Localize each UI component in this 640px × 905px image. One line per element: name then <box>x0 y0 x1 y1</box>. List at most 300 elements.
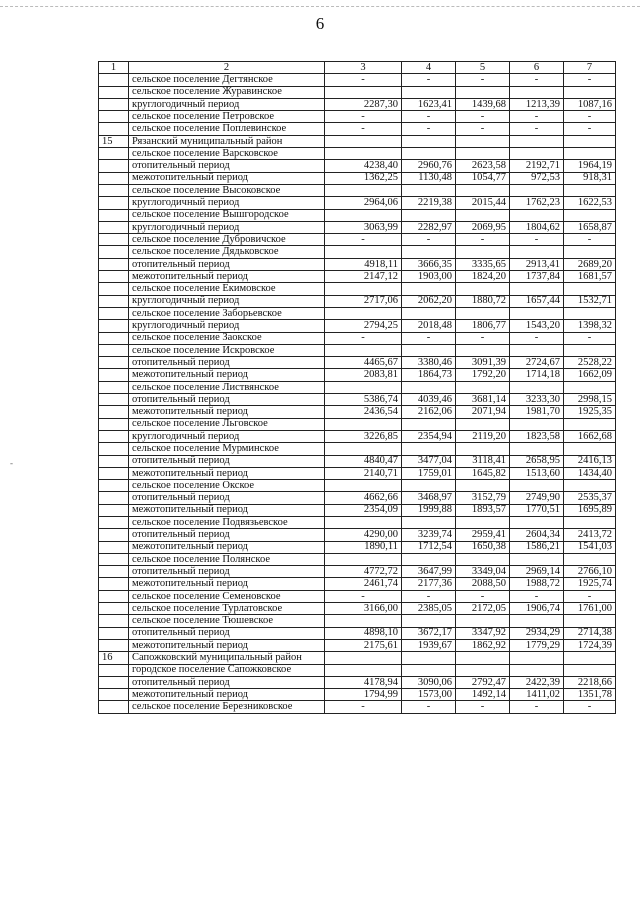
row-number-cell <box>99 615 129 627</box>
value-cell: - <box>564 701 616 713</box>
row-number-cell <box>99 689 129 701</box>
value-cell: 1492,14 <box>456 689 510 701</box>
value-cell: 1824,20 <box>456 271 510 283</box>
value-cell: - <box>564 123 616 135</box>
value-cell <box>564 209 616 221</box>
value-cell: 1130,48 <box>402 172 456 184</box>
value-cell <box>402 246 456 258</box>
value-cell: 3091,39 <box>456 357 510 369</box>
table-row <box>99 271 616 283</box>
table-row <box>99 541 616 553</box>
table-row <box>99 209 616 221</box>
value-cell <box>564 86 616 98</box>
row-number-cell <box>99 197 129 209</box>
value-cell <box>564 480 616 492</box>
value-cell: - <box>510 111 564 123</box>
row-number-cell <box>99 74 129 86</box>
value-cell: 1622,53 <box>564 197 616 209</box>
value-cell <box>325 652 402 664</box>
value-cell: 2282,97 <box>402 221 456 233</box>
table-row <box>99 197 616 209</box>
value-cell: - <box>402 590 456 602</box>
table-row <box>99 344 616 356</box>
table-row <box>99 701 616 713</box>
value-cell: 2354,09 <box>325 504 402 516</box>
table-row <box>99 455 616 467</box>
row-name-cell: сельское поселение Окское <box>129 480 325 492</box>
table-row <box>99 135 616 147</box>
value-cell: 3152,79 <box>456 492 510 504</box>
value-cell <box>456 148 510 160</box>
row-name-cell: круглогодичный период <box>129 197 325 209</box>
value-cell <box>456 344 510 356</box>
value-cell: 2934,29 <box>510 627 564 639</box>
value-cell <box>456 418 510 430</box>
row-name-cell: круглогодичный период <box>129 295 325 307</box>
value-cell: 2219,38 <box>402 197 456 209</box>
row-number-cell <box>99 209 129 221</box>
value-cell: 2218,66 <box>564 676 616 688</box>
value-cell: - <box>564 111 616 123</box>
row-name-cell: сельское поселение Екимовское <box>129 283 325 295</box>
value-cell: 2658,95 <box>510 455 564 467</box>
value-cell <box>564 344 616 356</box>
value-cell <box>325 516 402 528</box>
value-cell: 2140,71 <box>325 467 402 479</box>
value-cell: 1532,71 <box>564 295 616 307</box>
table-row <box>99 98 616 110</box>
value-cell <box>325 307 402 319</box>
value-cell <box>510 246 564 258</box>
row-name-cell: отопительный период <box>129 455 325 467</box>
table-row <box>99 578 616 590</box>
row-name-cell: отопительный период <box>129 394 325 406</box>
table-row <box>99 516 616 528</box>
row-name-cell: отопительный период <box>129 258 325 270</box>
row-name-cell: Сапожковский муниципальный район <box>129 652 325 664</box>
value-cell: 4772,72 <box>325 566 402 578</box>
value-cell <box>510 615 564 627</box>
row-name-cell: отопительный период <box>129 492 325 504</box>
value-cell: 2175,61 <box>325 639 402 651</box>
table-row <box>99 246 616 258</box>
row-name-cell: сельское поселение Льговское <box>129 418 325 430</box>
value-cell: - <box>456 590 510 602</box>
value-cell: 2119,20 <box>456 430 510 442</box>
row-number-cell <box>99 86 129 98</box>
value-cell: - <box>510 123 564 135</box>
value-cell: - <box>564 332 616 344</box>
value-cell <box>564 615 616 627</box>
value-cell: 2416,13 <box>564 455 616 467</box>
value-cell <box>564 135 616 147</box>
row-number-cell <box>99 111 129 123</box>
table-row <box>99 172 616 184</box>
value-cell: 1650,38 <box>456 541 510 553</box>
row-name-cell: сельское поселение Полянское <box>129 553 325 565</box>
row-number-cell <box>99 221 129 233</box>
value-cell: 3349,04 <box>456 566 510 578</box>
value-cell: 2015,44 <box>456 197 510 209</box>
value-cell: 2964,06 <box>325 197 402 209</box>
value-cell: 3672,17 <box>402 627 456 639</box>
value-cell: 2724,67 <box>510 357 564 369</box>
table-row <box>99 307 616 319</box>
value-cell: - <box>456 123 510 135</box>
value-cell <box>456 480 510 492</box>
value-cell <box>510 480 564 492</box>
header-cell: 1 <box>99 62 129 74</box>
row-name-cell: сельское поселение Журавинское <box>129 86 325 98</box>
header-cell: 6 <box>510 62 564 74</box>
table-row <box>99 676 616 688</box>
row-number-cell <box>99 332 129 344</box>
value-cell <box>402 344 456 356</box>
table-row <box>99 148 616 160</box>
value-cell: 2413,72 <box>564 529 616 541</box>
row-number-cell <box>99 283 129 295</box>
value-cell <box>325 148 402 160</box>
value-cell: 2018,48 <box>402 320 456 332</box>
value-cell: 1411,02 <box>510 689 564 701</box>
value-cell: - <box>402 234 456 246</box>
row-name-cell: круглогодичный период <box>129 320 325 332</box>
value-cell: 3063,99 <box>325 221 402 233</box>
row-name-cell: круглогодичный период <box>129 430 325 442</box>
value-cell: 1779,29 <box>510 639 564 651</box>
value-cell <box>456 209 510 221</box>
value-cell <box>325 135 402 147</box>
value-cell: 2436,54 <box>325 406 402 418</box>
value-cell: 1964,19 <box>564 160 616 172</box>
row-name-cell: сельское поселение Поплевинское <box>129 123 325 135</box>
value-cell <box>564 246 616 258</box>
table-row <box>99 590 616 602</box>
value-cell: - <box>325 111 402 123</box>
value-cell <box>510 209 564 221</box>
value-cell: 1893,57 <box>456 504 510 516</box>
value-cell: 2147,12 <box>325 271 402 283</box>
table-row <box>99 160 616 172</box>
value-cell: 1623,41 <box>402 98 456 110</box>
value-cell: 3226,85 <box>325 430 402 442</box>
value-cell: - <box>325 74 402 86</box>
value-cell: 2177,36 <box>402 578 456 590</box>
table-row <box>99 283 616 295</box>
value-cell: - <box>510 332 564 344</box>
row-number-cell <box>99 529 129 541</box>
table-row <box>99 111 616 123</box>
value-cell <box>510 135 564 147</box>
value-cell: 3468,97 <box>402 492 456 504</box>
value-cell: 3239,74 <box>402 529 456 541</box>
value-cell <box>510 418 564 430</box>
margin-mark: - <box>10 458 13 468</box>
value-cell <box>456 135 510 147</box>
row-number-cell <box>99 172 129 184</box>
value-cell <box>564 283 616 295</box>
value-cell: 1087,16 <box>564 98 616 110</box>
header-cell: 4 <box>402 62 456 74</box>
table-row <box>99 258 616 270</box>
row-name-cell: межотопительный период <box>129 541 325 553</box>
value-cell <box>564 307 616 319</box>
row-name-cell: межотопительный период <box>129 369 325 381</box>
value-cell <box>510 307 564 319</box>
table-row <box>99 639 616 651</box>
value-cell: 1695,89 <box>564 504 616 516</box>
value-cell: 4918,11 <box>325 258 402 270</box>
row-number-cell <box>99 430 129 442</box>
row-name-cell: отопительный период <box>129 160 325 172</box>
value-cell: 1645,82 <box>456 467 510 479</box>
row-number-cell <box>99 443 129 455</box>
value-cell: 2794,25 <box>325 320 402 332</box>
value-cell: 4238,40 <box>325 160 402 172</box>
row-name-cell: сельское поселение Семеновское <box>129 590 325 602</box>
row-name-cell: сельское поселение Тюшевское <box>129 615 325 627</box>
value-cell: 4465,67 <box>325 357 402 369</box>
value-cell <box>325 480 402 492</box>
header-cell: 7 <box>564 62 616 74</box>
table-row <box>99 418 616 430</box>
value-cell <box>456 516 510 528</box>
value-cell: 3166,00 <box>325 603 402 615</box>
value-cell: 1939,67 <box>402 639 456 651</box>
value-cell: 1794,99 <box>325 689 402 701</box>
value-cell: - <box>325 123 402 135</box>
table-row <box>99 664 616 676</box>
value-cell <box>402 418 456 430</box>
value-cell: 2069,95 <box>456 221 510 233</box>
value-cell: 2998,15 <box>564 394 616 406</box>
row-number-cell <box>99 553 129 565</box>
row-name-cell: сельское поселение Вышгородское <box>129 209 325 221</box>
value-cell <box>402 615 456 627</box>
value-cell <box>402 652 456 664</box>
value-cell: - <box>456 74 510 86</box>
value-cell <box>325 184 402 196</box>
value-cell: - <box>456 701 510 713</box>
value-cell: 1662,09 <box>564 369 616 381</box>
value-cell: 1804,62 <box>510 221 564 233</box>
row-number-cell <box>99 344 129 356</box>
value-cell: 2969,14 <box>510 566 564 578</box>
value-cell <box>402 443 456 455</box>
value-cell: 1662,68 <box>564 430 616 442</box>
value-cell: 2192,71 <box>510 160 564 172</box>
value-cell: 3380,46 <box>402 357 456 369</box>
value-cell: 1770,51 <box>510 504 564 516</box>
value-cell: 2717,06 <box>325 295 402 307</box>
value-cell: - <box>325 590 402 602</box>
row-number-cell <box>99 492 129 504</box>
row-name-cell: сельское поселение Варсковское <box>129 148 325 160</box>
table-row <box>99 652 616 664</box>
value-cell: 2461,74 <box>325 578 402 590</box>
row-name-cell: сельское поселение Искровское <box>129 344 325 356</box>
value-cell <box>510 184 564 196</box>
row-name-cell: сельское поселение Турлатовское <box>129 603 325 615</box>
table-row <box>99 603 616 615</box>
table-row <box>99 443 616 455</box>
value-cell: 1351,78 <box>564 689 616 701</box>
table-row <box>99 394 616 406</box>
value-cell <box>510 516 564 528</box>
value-cell: 1658,87 <box>564 221 616 233</box>
table-row <box>99 234 616 246</box>
value-cell <box>402 307 456 319</box>
row-name-cell: сельское поселение Дубровичское <box>129 234 325 246</box>
value-cell: 2162,06 <box>402 406 456 418</box>
row-name-cell: отопительный период <box>129 627 325 639</box>
header-cell: 2 <box>129 62 325 74</box>
value-cell <box>456 283 510 295</box>
row-name-cell: сельское поселение Высоковское <box>129 184 325 196</box>
row-name-cell: отопительный период <box>129 566 325 578</box>
value-cell: 4840,47 <box>325 455 402 467</box>
page-number: 6 <box>315 14 325 33</box>
row-number-cell <box>99 541 129 553</box>
value-cell: 2071,94 <box>456 406 510 418</box>
row-name-cell: сельское поселение Петровское <box>129 111 325 123</box>
value-cell: 1761,00 <box>564 603 616 615</box>
value-cell: - <box>402 701 456 713</box>
row-number-cell <box>99 578 129 590</box>
value-cell <box>564 652 616 664</box>
value-cell <box>325 86 402 98</box>
value-cell <box>402 381 456 393</box>
value-cell: 3335,65 <box>456 258 510 270</box>
value-cell: 2792,47 <box>456 676 510 688</box>
value-cell <box>402 480 456 492</box>
value-cell <box>456 307 510 319</box>
value-cell <box>402 148 456 160</box>
row-name-cell: отопительный период <box>129 357 325 369</box>
value-cell: 4178,94 <box>325 676 402 688</box>
row-number-cell: 15 <box>99 135 129 147</box>
header-cell: 5 <box>456 62 510 74</box>
value-cell: 1862,92 <box>456 639 510 651</box>
value-cell: 2083,81 <box>325 369 402 381</box>
row-number-cell <box>99 603 129 615</box>
row-name-cell: межотопительный период <box>129 467 325 479</box>
row-number-cell <box>99 406 129 418</box>
row-name-cell: межотопительный период <box>129 406 325 418</box>
value-cell: - <box>325 234 402 246</box>
value-cell: 3477,04 <box>402 455 456 467</box>
value-cell <box>325 553 402 565</box>
row-number-cell <box>99 455 129 467</box>
value-cell: 4898,10 <box>325 627 402 639</box>
table-row <box>99 553 616 565</box>
value-cell <box>564 148 616 160</box>
value-cell: 2088,50 <box>456 578 510 590</box>
row-name-cell: круглогодичный период <box>129 98 325 110</box>
value-cell <box>510 283 564 295</box>
value-cell: 1712,54 <box>402 541 456 553</box>
value-cell <box>325 344 402 356</box>
value-cell <box>564 418 616 430</box>
value-cell: 1714,18 <box>510 369 564 381</box>
value-cell <box>564 381 616 393</box>
value-cell: 1981,70 <box>510 406 564 418</box>
value-cell <box>456 381 510 393</box>
value-cell: 1737,84 <box>510 271 564 283</box>
value-cell <box>564 516 616 528</box>
value-cell <box>564 664 616 676</box>
row-name-cell: межотопительный период <box>129 271 325 283</box>
row-name-cell: межотопительный период <box>129 639 325 651</box>
row-name-cell: сельское поселение Березниковское <box>129 701 325 713</box>
value-cell: 1541,03 <box>564 541 616 553</box>
table-row <box>99 332 616 344</box>
value-cell <box>456 664 510 676</box>
row-number-cell <box>99 357 129 369</box>
value-cell: - <box>325 332 402 344</box>
row-number-cell <box>99 307 129 319</box>
value-cell <box>402 283 456 295</box>
row-number-cell <box>99 590 129 602</box>
value-cell: - <box>510 74 564 86</box>
table-row <box>99 86 616 98</box>
table-row <box>99 566 616 578</box>
row-number-cell <box>99 480 129 492</box>
value-cell: 1999,88 <box>402 504 456 516</box>
value-cell: 2623,58 <box>456 160 510 172</box>
value-cell: 1903,00 <box>402 271 456 283</box>
row-number-cell <box>99 184 129 196</box>
value-cell: 1792,20 <box>456 369 510 381</box>
table-row <box>99 123 616 135</box>
table-row <box>99 320 616 332</box>
value-cell: 3666,35 <box>402 258 456 270</box>
value-cell: 1586,21 <box>510 541 564 553</box>
value-cell: 1681,57 <box>564 271 616 283</box>
value-cell <box>510 664 564 676</box>
value-cell: 2062,20 <box>402 295 456 307</box>
row-number-cell <box>99 148 129 160</box>
row-number-cell <box>99 566 129 578</box>
table-row <box>99 221 616 233</box>
value-cell: - <box>564 74 616 86</box>
row-number-cell <box>99 295 129 307</box>
value-cell: 1762,23 <box>510 197 564 209</box>
row-name-cell: межотопительный период <box>129 689 325 701</box>
row-name-cell: сельское поселение Заокское <box>129 332 325 344</box>
value-cell <box>456 246 510 258</box>
value-cell <box>456 652 510 664</box>
value-cell: 4039,46 <box>402 394 456 406</box>
table-row <box>99 480 616 492</box>
table-row <box>99 381 616 393</box>
value-cell: - <box>456 332 510 344</box>
value-cell: 1988,72 <box>510 578 564 590</box>
value-cell: 918,31 <box>564 172 616 184</box>
value-cell: 1213,39 <box>510 98 564 110</box>
value-cell <box>325 443 402 455</box>
row-number-cell <box>99 627 129 639</box>
value-cell: 2287,30 <box>325 98 402 110</box>
value-cell: 1513,60 <box>510 467 564 479</box>
value-cell <box>564 553 616 565</box>
table-row <box>99 689 616 701</box>
value-cell: 3233,30 <box>510 394 564 406</box>
row-name-cell: сельское поселение Дядьковское <box>129 246 325 258</box>
value-cell: 1054,77 <box>456 172 510 184</box>
value-cell: 2385,05 <box>402 603 456 615</box>
value-cell: 2528,22 <box>564 357 616 369</box>
